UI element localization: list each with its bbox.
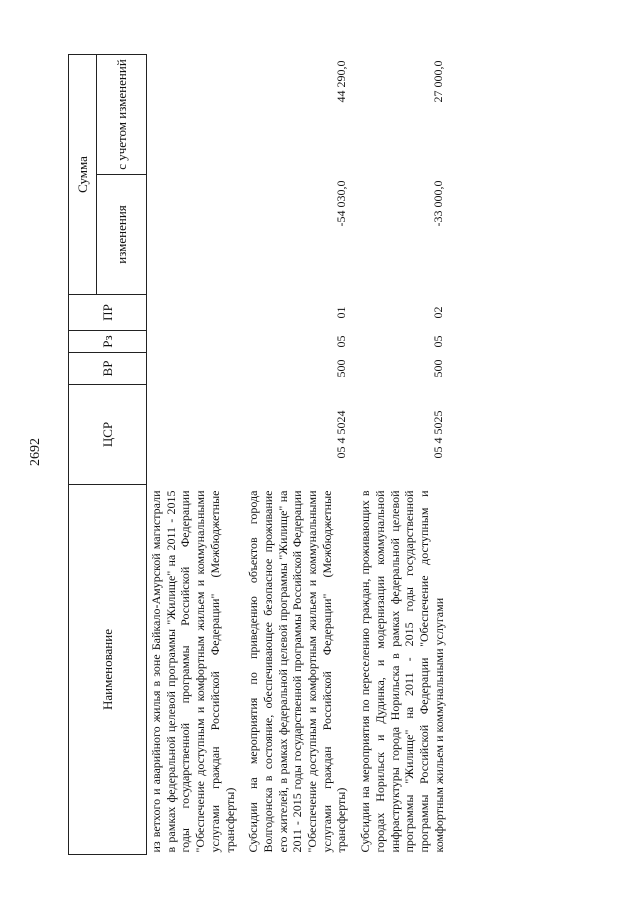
header-pr: ПР — [69, 295, 147, 331]
header-vr: ВР — [69, 353, 147, 385]
row-vr: 500 — [431, 359, 446, 378]
header-name: Наименование — [69, 485, 147, 855]
table-row — [147, 55, 246, 855]
header-sum: Сумма — [69, 55, 97, 295]
row-change: -33 000,0 — [431, 180, 446, 227]
row-pr — [147, 295, 246, 331]
row-change — [147, 175, 246, 295]
row-csr: 05 4 5025 — [431, 410, 446, 459]
header-rz: Рз — [69, 331, 147, 353]
row-pr: 02 — [431, 306, 446, 319]
row-with-change — [147, 55, 246, 175]
budget-table — [68, 54, 454, 855]
table-row — [245, 55, 357, 855]
row-rz: 05 — [334, 335, 349, 348]
row-vr: 500 — [334, 359, 349, 378]
row-vr — [147, 353, 246, 385]
page-number: 2692 — [28, 438, 43, 466]
budget-table-sheet — [68, 55, 593, 855]
row-rz: 05 — [431, 335, 446, 348]
header-csr: ЦСР — [69, 385, 147, 485]
row-change: -54 030,0 — [334, 180, 349, 227]
row-name: Субсидии на мероприятия по переселению граждан, проживающих в городах Норильск и Дудинка, и модернизации коммунальной инфраструктуры города Норильска в рамках федеральной целевой программы "Жилище" на 2011 - 2015 годы государственной программы Российской Федерации "Обеспечение доступным и комфортным жильем и коммунальными услугами — [358, 490, 446, 853]
row-rz — [147, 331, 246, 353]
row-name: из ветхого и аварийного жилья в зоне Байкало-Амурской магистрали в рамках федеральной целевой программы "Жилище" на 2011 - 2015 годы государственной программы Российской Федерации "Обеспечение доступным и комфортным жильем и коммунальными услугами граждан Российской Федерации" (Межбюджетные трансферты) — [149, 490, 237, 853]
row-csr: 05 4 5024 — [334, 410, 349, 459]
row-with-change: 27 000,0 — [431, 60, 446, 103]
row-pr: 01 — [334, 306, 349, 319]
header-with-change: с учетом изменений — [97, 55, 147, 175]
header-change: изменения — [97, 175, 147, 295]
row-name: Субсидии на мероприятия по приведению объектов города Волгодонска в состояние, обеспечивающее безопасное проживание его жителей, в рамках федеральной целевой программы "Жилище" на 2011 - 2015 годы государственной программы Российской Федерации "Обеспечение доступным и комфортным жильем и коммунальными услугами граждан Российской Федерации" (Межбюджетные трансферты) — [246, 490, 349, 853]
table-row — [357, 55, 454, 855]
row-csr — [147, 385, 246, 485]
row-with-change: 44 290,0 — [334, 60, 349, 103]
